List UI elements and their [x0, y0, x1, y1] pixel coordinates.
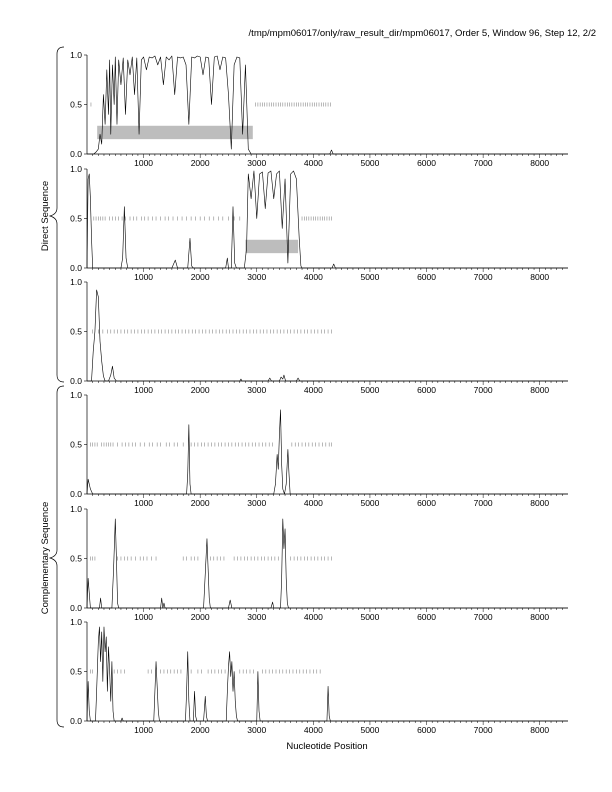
- x-tick-label: 5000: [360, 385, 380, 395]
- segment-bar: [245, 240, 298, 253]
- panel-6: [70, 617, 568, 735]
- x-tick-label: 1000: [134, 498, 154, 508]
- x-tick-label: 1000: [134, 385, 154, 395]
- x-tick-label: 7000: [473, 498, 493, 508]
- x-tick-label: 6000: [417, 158, 436, 168]
- x-tick-label: 2000: [190, 498, 210, 508]
- y-tick-label: 0.5: [70, 553, 82, 564]
- x-tick-label: 3000: [247, 158, 267, 168]
- x-tick-label: 3000: [247, 725, 267, 735]
- x-axis-label: Nucleotide Position: [286, 741, 368, 752]
- x-tick-label: 7000: [473, 725, 493, 735]
- direct-group-text: Direct Sequence: [40, 180, 51, 252]
- x-tick-label: 2000: [190, 612, 210, 622]
- x-tick-label: 5000: [360, 725, 380, 735]
- direct-group-brace: [50, 47, 64, 382]
- series-line: [87, 171, 568, 268]
- x-tick-label: 8000: [530, 612, 550, 622]
- x-tick-label: 1000: [134, 725, 154, 735]
- series-line: [87, 627, 568, 721]
- complementary-group-text: Complementary Sequence: [40, 501, 51, 615]
- x-tick-label: 4000: [303, 385, 323, 395]
- x-tick-label: 3000: [247, 612, 267, 622]
- x-tick-label: 6000: [417, 612, 436, 622]
- x-tick-label: 5000: [360, 612, 380, 622]
- x-tick-label: 4000: [303, 498, 323, 508]
- panel-5: [70, 504, 568, 622]
- x-tick-label: 2000: [190, 385, 210, 395]
- x-tick-label: 1000: [134, 158, 154, 168]
- x-tick-label: 7000: [473, 385, 493, 395]
- y-tick-label: 0.0: [70, 603, 82, 613]
- direct-group-label: [40, 47, 64, 382]
- y-tick-label: 1.0: [70, 617, 82, 627]
- y-tick-label: 0.5: [70, 213, 82, 224]
- x-tick-label: 6000: [417, 385, 436, 395]
- segment-bar: [97, 126, 253, 139]
- x-tick-label: 5000: [360, 158, 380, 168]
- x-tick-label: 8000: [530, 158, 550, 168]
- x-tick-label: 4000: [303, 272, 323, 282]
- x-tick-label: 4000: [303, 612, 323, 622]
- x-tick-label: 6000: [417, 498, 436, 508]
- x-tick-label: 8000: [530, 498, 550, 508]
- panel-1: [70, 50, 568, 168]
- x-tick-label: 3000: [247, 498, 267, 508]
- y-tick-label: 0.5: [70, 666, 82, 677]
- x-tick-label: 4000: [303, 158, 323, 168]
- y-tick-label: 0.0: [70, 716, 82, 726]
- y-tick-label: 1.0: [70, 50, 82, 60]
- x-tick-label: 1000: [134, 272, 154, 282]
- panel-3: [70, 277, 568, 395]
- x-tick-label: 3000: [247, 272, 267, 282]
- x-tick-label: 6000: [417, 272, 436, 282]
- x-tick-label: 2000: [190, 158, 210, 168]
- x-tick-label: 3000: [247, 385, 267, 395]
- panels: [70, 50, 568, 735]
- x-tick-label: 5000: [360, 272, 380, 282]
- x-tick-label: 8000: [530, 725, 550, 735]
- x-tick-label: 6000: [417, 725, 436, 735]
- x-tick-label: 2000: [190, 725, 210, 735]
- complementary-group-label: [40, 386, 64, 727]
- complementary-group-brace: [50, 386, 64, 727]
- x-tick-label: 7000: [473, 158, 493, 168]
- x-tick-label: 2000: [190, 272, 210, 282]
- x-tick-label: 5000: [360, 498, 380, 508]
- header-text: /tmp/mpm06017/only/raw_result_dir/mpm06017, Order 5, Window 96, Step 12, 2/2: [248, 28, 596, 39]
- y-tick-label: 0.0: [70, 263, 82, 273]
- series-line: [87, 519, 568, 608]
- y-tick-label: 0.0: [70, 489, 82, 499]
- x-tick-label: 8000: [530, 385, 550, 395]
- x-tick-label: 7000: [473, 612, 493, 622]
- y-tick-label: 0.0: [70, 149, 82, 159]
- x-tick-label: 1000: [134, 612, 154, 622]
- series-line: [87, 290, 568, 381]
- y-tick-label: 0.5: [70, 99, 82, 110]
- x-tick-label: 8000: [530, 272, 550, 282]
- y-tick-label: 1.0: [70, 164, 82, 174]
- x-tick-label: 7000: [473, 272, 493, 282]
- series-line: [87, 56, 568, 154]
- panel-2: [70, 164, 568, 282]
- series-line: [87, 410, 568, 494]
- x-tick-label: 4000: [303, 725, 323, 735]
- y-tick-label: 0.5: [70, 439, 82, 450]
- panel-4: [70, 390, 568, 508]
- y-tick-label: 1.0: [70, 504, 82, 514]
- y-tick-label: 0.0: [70, 376, 82, 386]
- y-tick-label: 0.5: [70, 326, 82, 337]
- y-tick-label: 1.0: [70, 390, 82, 400]
- y-tick-label: 1.0: [70, 277, 82, 287]
